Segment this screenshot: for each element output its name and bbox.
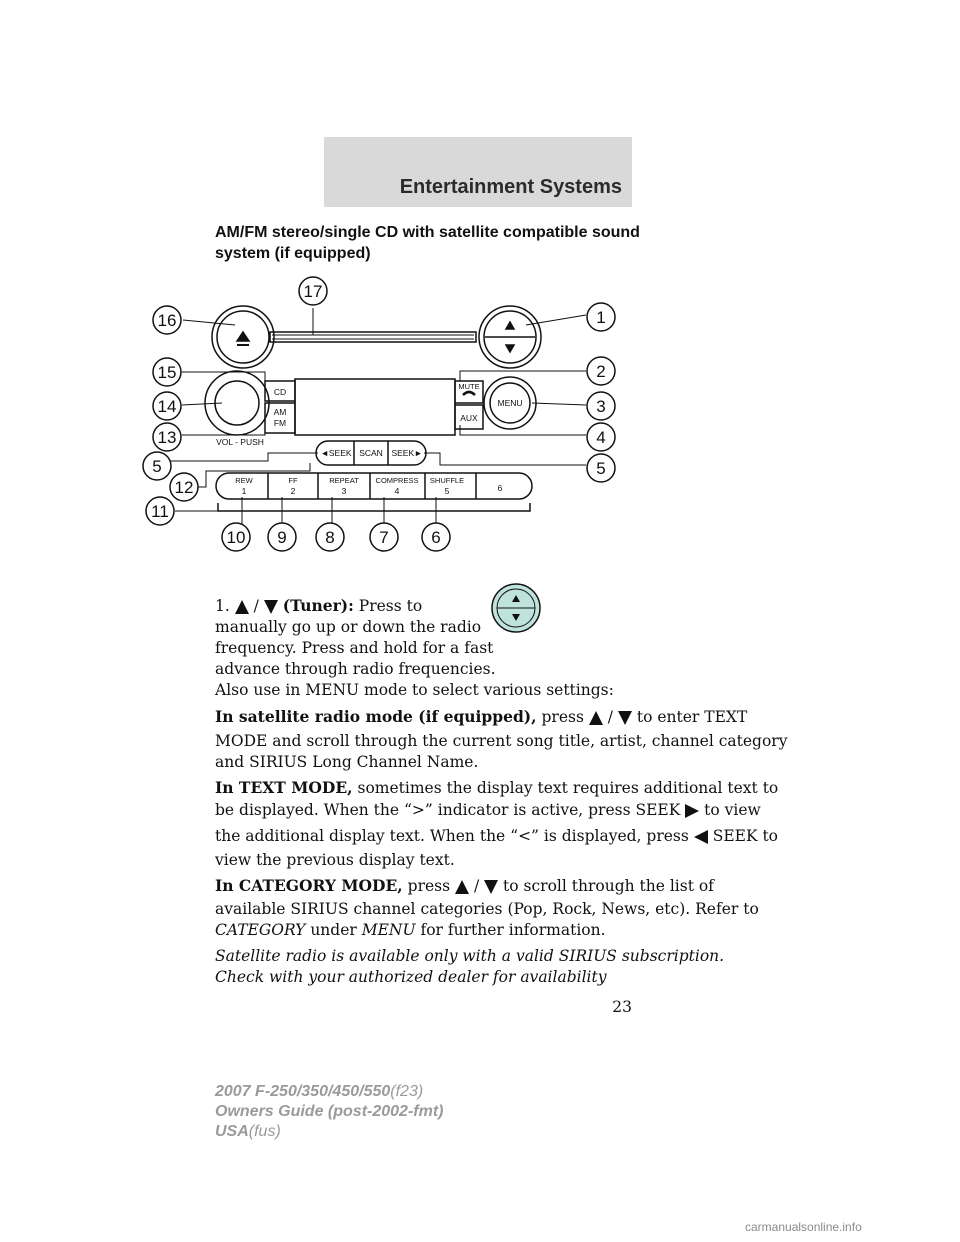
preset-bar (216, 473, 532, 499)
scan-label: SCAN (359, 448, 383, 458)
callout-5-left: 5 (152, 457, 162, 476)
callout-4: 4 (596, 428, 606, 447)
down-arrow-icon (264, 600, 278, 614)
cd-slot (270, 332, 476, 342)
text-line: CATEGORY under MENU for further information. (215, 921, 606, 939)
preset-4-top: COMPRESS (375, 476, 419, 485)
callout-15: 15 (157, 363, 177, 382)
preset-5-num: 5 (444, 486, 450, 496)
callout-16: 16 (157, 311, 177, 330)
callout-3: 3 (596, 397, 606, 416)
preset-6-num: 6 (497, 483, 503, 493)
text-line: be displayed. When the “>” indicator is active, press SEEK to view (215, 801, 761, 819)
paragraph-category-mode: In CATEGORY MODE, press / to scroll through the list of (215, 876, 714, 895)
text-line: manually go up or down the radio (215, 618, 482, 636)
vol-push-label: VOL - PUSH (216, 437, 264, 447)
preset-3-top: REPEAT (329, 476, 359, 485)
paragraph-satellite: In satellite radio mode (if equipped), press / to enter TEXT (215, 707, 748, 726)
down-arrow-icon (484, 880, 498, 894)
text-line: Satellite radio is available only with a valid SIRIUS subscription. (215, 947, 725, 965)
preset-2-top: FF (288, 476, 298, 485)
callout-14: 14 (157, 397, 177, 416)
callout-7: 7 (379, 528, 389, 547)
seek-left-icon (694, 830, 708, 844)
watermark: carmanualsonline.info (745, 1220, 862, 1234)
tuner-buttons (479, 306, 541, 368)
text-line: Check with your authorized dealer for availability (215, 968, 607, 986)
cd-label: CD (273, 387, 287, 397)
callout-12: 12 (174, 478, 194, 497)
text-line: advance through radio frequencies. (215, 660, 496, 678)
up-arrow-icon (235, 600, 249, 614)
page-header-title: Entertainment Systems (399, 176, 622, 198)
section-title: AM/FM stereo/single CD with satellite compatible sound system (if equipped) (215, 224, 640, 262)
text-line: frequency. Press and hold for a fast (215, 639, 494, 657)
callout-10: 10 (226, 528, 246, 547)
eject-button (212, 306, 274, 368)
tuner-button-icon (490, 582, 542, 634)
callout-13: 13 (157, 428, 177, 447)
fm-label: FM (273, 418, 287, 428)
seek-right-label: SEEK► (391, 448, 423, 458)
menu-label: MENU (497, 398, 523, 408)
am-label: AM (273, 407, 287, 417)
text-line: MODE and scroll through the current song title, artist, channel category (215, 732, 788, 750)
callout-5-right: 5 (596, 459, 606, 478)
paragraph-tuner: 1. / (Tuner): Press to (215, 596, 423, 615)
aux-label: AUX (460, 413, 478, 423)
preset-1-top: REW (235, 476, 253, 485)
preset-2-num: 2 (290, 486, 296, 496)
footer: 2007 F-250/350/450/550(f23) Owners Guide (post-2002-fmt) USA(fus) (215, 1083, 444, 1140)
callout-9: 9 (277, 528, 287, 547)
text-line: and SIRIUS Long Channel Name. (215, 753, 479, 771)
text-line: the additional display text. When the “<” is displayed, press SEEK to (215, 827, 779, 845)
callout-2: 2 (596, 362, 606, 381)
down-arrow-icon (618, 711, 632, 725)
seek-right-icon (685, 804, 699, 818)
preset-1-num: 1 (241, 486, 247, 496)
preset-4-num: 4 (394, 486, 400, 496)
page-number: 23 (612, 998, 632, 1016)
callout-17: 17 (303, 282, 323, 301)
up-arrow-icon (455, 880, 469, 894)
up-arrow-icon (589, 711, 603, 725)
preset-3-num: 3 (341, 486, 347, 496)
callout-8: 8 (325, 528, 335, 547)
paragraph-text-mode: In TEXT MODE, sometimes the display text requires additional text to (215, 778, 779, 797)
radio-diagram (140, 275, 630, 555)
text-line: view the previous display text. (215, 851, 455, 869)
display-window (295, 379, 455, 435)
text-line: available SIRIUS channel categories (Pop, Rock, News, etc). Refer to (215, 900, 759, 918)
callout-1: 1 (596, 308, 606, 327)
text-line: Also use in MENU mode to select various settings: (215, 681, 614, 699)
mute-label: MUTE (458, 382, 480, 391)
seek-left-label: ◄SEEK (320, 448, 352, 458)
preset-5-top: SHUFFLE (429, 476, 465, 485)
callout-6: 6 (431, 528, 441, 547)
callout-11: 11 (151, 502, 169, 521)
